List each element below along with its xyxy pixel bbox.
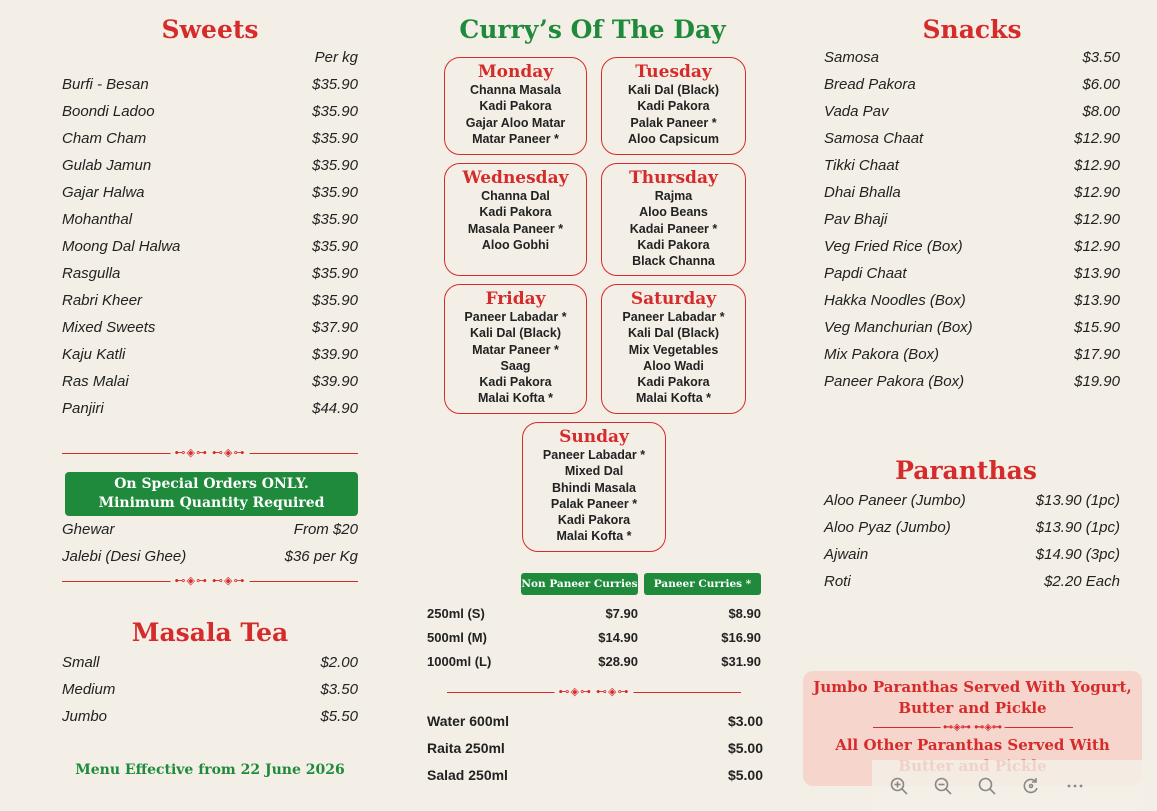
item-price: $6.00 <box>1082 76 1120 93</box>
item-name: Jumbo <box>62 708 108 725</box>
day-name: Tuesday <box>635 62 712 82</box>
item-price: $35.90 <box>312 211 358 228</box>
item-name: Ajwain <box>824 546 869 563</box>
note-line-1: Jumbo Paranthas Served With Yogurt, <box>813 678 1132 696</box>
item-name: Bread Pakora <box>824 76 916 93</box>
item-name: Mix Pakora (Box) <box>824 346 940 363</box>
menu-effective-date: Menu Effective from 22 June 2026 <box>75 762 345 778</box>
item-name: Medium <box>62 681 116 698</box>
item-name: Vada Pav <box>824 103 889 120</box>
item-price: $39.90 <box>312 346 358 363</box>
day-card-monday <box>444 57 587 155</box>
item-price: $13.90 <box>1074 292 1120 309</box>
day-card-friday <box>444 284 587 414</box>
sweet-row <box>62 179 358 206</box>
item-price: $35.90 <box>312 76 358 93</box>
sweet-row <box>62 395 358 422</box>
item-name: Rasgulla <box>62 265 121 282</box>
item-price: $3.50 <box>1082 49 1120 66</box>
extra-row <box>427 708 763 735</box>
item-price: $12.90 <box>1074 184 1120 201</box>
item-name: Mohanthal <box>62 211 133 228</box>
parantha-row <box>824 568 1120 595</box>
dish: Kadi Pakora <box>637 237 710 252</box>
curry-size-row <box>427 602 763 626</box>
dish: Masala Paneer * <box>467 221 564 236</box>
item-name: Papdi Chaat <box>824 265 907 282</box>
day-card-saturday <box>601 284 746 414</box>
dish: Aloo Wadi <box>643 358 704 373</box>
item-name: Aloo Paneer (Jumbo) <box>824 492 966 509</box>
item-name: Jalebi (Desi Ghee) <box>62 548 187 565</box>
snack-row <box>824 206 1120 233</box>
special-line-1: On Special Orders ONLY. <box>114 476 309 492</box>
dish: Paneer Labadar * <box>464 310 567 324</box>
dish: Channa Dal <box>481 189 550 203</box>
snack-row <box>824 233 1120 260</box>
item-name: Veg Manchurian (Box) <box>824 319 973 336</box>
search-icon[interactable] <box>976 775 998 797</box>
sweet-row <box>62 314 358 341</box>
item-price: $12.90 <box>1074 130 1120 147</box>
dish: Kadi Pakora <box>479 205 552 220</box>
dish: Malai Kofta * <box>556 529 632 544</box>
item-name: Ghewar <box>62 521 115 538</box>
day-card-tuesday <box>601 57 746 155</box>
item-name: Rabri Kheer <box>62 292 143 309</box>
item-name: Tikki Chaat <box>824 157 899 174</box>
dish: Channa Masala <box>469 83 561 97</box>
item-name: Cham Cham <box>62 130 147 147</box>
item-name: Gulab Jamun <box>62 157 152 174</box>
special-order-row <box>62 543 358 570</box>
item-name: Dhai Bhalla <box>824 184 901 201</box>
day-name: Wednesday <box>462 168 569 188</box>
item-price: $13.90 (1pc) <box>1035 519 1120 536</box>
extra-row <box>427 735 763 762</box>
dish: Palak Paneer * <box>630 115 717 130</box>
item-name: Hakka Noodles (Box) <box>824 292 966 309</box>
dish: Aloo Gobhi <box>481 237 550 252</box>
sweets-list <box>62 71 358 422</box>
section-divider: ⊷◈⊶ ⊷◈⊶ <box>447 686 741 700</box>
extra-price: $5.00 <box>727 767 763 783</box>
special-line-2: Minimum Quantity Required <box>98 495 325 511</box>
item-name: Paneer Pakora (Box) <box>824 373 965 390</box>
dish: Saag <box>500 358 531 373</box>
item-name: Veg Fried Rice (Box) <box>824 238 963 255</box>
item-price: $12.90 <box>1074 211 1120 228</box>
item-name: Small <box>62 654 100 671</box>
item-name: Samosa <box>824 49 880 66</box>
snack-row <box>824 44 1120 71</box>
item-price: $12.90 <box>1074 157 1120 174</box>
extra-price: $5.00 <box>727 740 763 756</box>
dish: Aloo Capsicum <box>628 131 719 146</box>
item-price: $37.90 <box>312 319 358 336</box>
item-price: $5.50 <box>320 708 358 725</box>
note-line-2: Butter and Pickle <box>898 699 1047 717</box>
dish: Kali Dal (Black) <box>627 83 719 97</box>
item-price: $35.90 <box>312 103 358 120</box>
masala-tea-list <box>62 649 358 730</box>
sweets-unit-header: Per kg <box>314 49 358 66</box>
dish: Kadi Pakora <box>479 375 552 390</box>
tea-row <box>62 676 358 703</box>
day-card-thursday <box>601 163 746 276</box>
parantha-row <box>824 487 1120 514</box>
extra-row <box>427 762 763 789</box>
item-name: Panjiri <box>62 400 104 417</box>
paranthas-list <box>824 487 1120 595</box>
zoom-out-icon[interactable] <box>932 775 954 797</box>
item-price: $35.90 <box>312 265 358 282</box>
dish: Aloo Beans <box>639 205 708 220</box>
item-price: $12.90 <box>1074 238 1120 255</box>
item-price: $35.90 <box>312 130 358 147</box>
curry-size-row <box>427 626 763 650</box>
item-price: $17.90 <box>1074 346 1120 363</box>
sweet-row <box>62 206 358 233</box>
special-orders-banner <box>65 472 358 516</box>
dish: Rajma <box>654 189 693 203</box>
note-divider: ⊷◈⊶ ⊷◈⊶ <box>873 721 1073 735</box>
dish: Kadi Pakora <box>479 99 552 114</box>
item-price: From $20 <box>293 521 358 538</box>
sweet-row <box>62 287 358 314</box>
extra-name: Salad 250ml <box>427 767 508 783</box>
paneer-price: $31.90 <box>721 654 761 669</box>
special-order-row <box>62 516 358 543</box>
masala-tea-title: Masala Tea <box>131 618 289 647</box>
parantha-row <box>824 514 1120 541</box>
snack-row <box>824 368 1120 395</box>
item-price: $14.90 (3pc) <box>1035 546 1120 563</box>
snack-row <box>824 125 1120 152</box>
day-card-wednesday <box>444 163 587 276</box>
more-icon[interactable] <box>1064 775 1086 797</box>
item-price: $13.90 (1pc) <box>1035 492 1120 509</box>
snack-row <box>824 179 1120 206</box>
snack-row <box>824 341 1120 368</box>
item-price: $13.90 <box>1074 265 1120 282</box>
snack-row <box>824 152 1120 179</box>
dish: Paneer Labadar * <box>622 310 725 324</box>
dish: Matar Paneer * <box>472 131 559 146</box>
dish: Matar Paneer * <box>472 342 559 357</box>
note-line-3: All Other Paranthas Served With <box>835 736 1110 754</box>
special-orders-list <box>62 516 358 570</box>
dish: Black Channa <box>632 254 715 269</box>
sweet-row <box>62 233 358 260</box>
sweet-row <box>62 368 358 395</box>
snack-row <box>824 287 1120 314</box>
item-name: Ras Malai <box>62 373 129 390</box>
non-paneer-price: $14.90 <box>598 630 638 645</box>
dish: Kali Dal (Black) <box>627 326 719 341</box>
item-price: $39.90 <box>312 373 358 390</box>
item-price: $19.90 <box>1074 373 1120 390</box>
paneer-header: Paneer Curries * <box>644 573 761 595</box>
dish: Kali Dal (Black) <box>469 326 561 341</box>
sweet-row <box>62 98 358 125</box>
day-name: Thursday <box>629 168 718 188</box>
sweet-row <box>62 125 358 152</box>
item-name: Roti <box>824 573 851 590</box>
extra-price: $3.00 <box>727 713 763 729</box>
extra-name: Raita 250ml <box>427 740 505 756</box>
item-price: $35.90 <box>312 184 358 201</box>
item-price: $35.90 <box>312 238 358 255</box>
item-name: Boondi Ladoo <box>62 103 155 120</box>
dish: Kadi Pakora <box>637 99 710 114</box>
snack-row <box>824 314 1120 341</box>
section-divider: ⊷◈⊶ ⊷◈⊶ <box>62 575 358 589</box>
item-price: $15.90 <box>1074 319 1120 336</box>
paranthas-title: Paranthas <box>895 456 1037 485</box>
non-paneer-price: $7.90 <box>605 606 638 621</box>
rotate-icon[interactable] <box>1020 775 1042 797</box>
non-paneer-header: Non Paneer Curries <box>521 573 638 595</box>
dish: Gajar Aloo Matar <box>465 115 566 130</box>
snack-row <box>824 71 1120 98</box>
dish: Paneer Labadar * <box>542 448 646 462</box>
item-price: $2.00 <box>320 654 358 671</box>
sweet-row <box>62 341 358 368</box>
item-price: $3.50 <box>320 681 358 698</box>
item-name: Samosa Chaat <box>824 130 924 147</box>
item-price: $2.20 Each <box>1044 573 1120 590</box>
item-name: Pav Bhaji <box>824 211 888 228</box>
zoom-in-icon[interactable] <box>888 775 910 797</box>
size-label: 500ml (M) <box>427 630 487 645</box>
dish: Malai Kofta * <box>635 391 711 406</box>
dish: Bhindi Masala <box>551 480 637 495</box>
day-card-sunday <box>522 422 666 552</box>
item-price: $35.90 <box>312 157 358 174</box>
tea-row <box>62 649 358 676</box>
item-name: Kaju Katli <box>62 346 126 363</box>
parantha-row <box>824 541 1120 568</box>
sweet-row <box>62 71 358 98</box>
day-name: Sunday <box>559 427 629 447</box>
item-name: Gajar Halwa <box>62 184 145 201</box>
snack-row <box>824 260 1120 287</box>
section-divider: ⊷◈⊶ ⊷◈⊶ <box>62 447 358 461</box>
dish: Kadi Pakora <box>637 375 710 390</box>
item-name: Mixed Sweets <box>62 319 156 336</box>
curry-title: Curry’s Of The Day <box>459 15 726 44</box>
curry-size-row <box>427 650 763 674</box>
paneer-price: $16.90 <box>721 630 761 645</box>
day-name: Saturday <box>630 289 717 309</box>
dish: Palak Paneer * <box>550 496 638 511</box>
sweet-row <box>62 260 358 287</box>
snacks-title: Snacks <box>922 15 1022 44</box>
snack-row <box>824 98 1120 125</box>
paneer-price: $8.90 <box>728 606 761 621</box>
size-label: 1000ml (L) <box>427 654 492 669</box>
item-name: Aloo Pyaz (Jumbo) <box>824 519 951 536</box>
item-price: $36 per Kg <box>284 548 358 565</box>
extra-name: Water 600ml <box>427 713 509 729</box>
size-label: 250ml (S) <box>427 606 485 621</box>
dish: Mix Vegetables <box>628 342 719 357</box>
non-paneer-price: $28.90 <box>598 654 638 669</box>
day-name: Friday <box>485 289 546 309</box>
item-name: Moong Dal Halwa <box>62 238 181 255</box>
tea-row <box>62 703 358 730</box>
sweet-row <box>62 152 358 179</box>
day-name: Monday <box>477 62 554 82</box>
snacks-list <box>824 44 1120 395</box>
dish: Mixed Dal <box>564 464 624 479</box>
dish: Malai Kofta * <box>477 391 553 406</box>
item-price: $35.90 <box>312 292 358 309</box>
item-price: $44.90 <box>312 400 358 417</box>
viewer-toolbar <box>872 760 1142 811</box>
dish: Kadi Pakora <box>557 513 631 528</box>
sweets-title: Sweets <box>161 15 259 44</box>
item-price: $8.00 <box>1082 103 1120 120</box>
item-name: Burfi - Besan <box>62 76 149 93</box>
dish: Kadai Paneer * <box>629 221 718 236</box>
